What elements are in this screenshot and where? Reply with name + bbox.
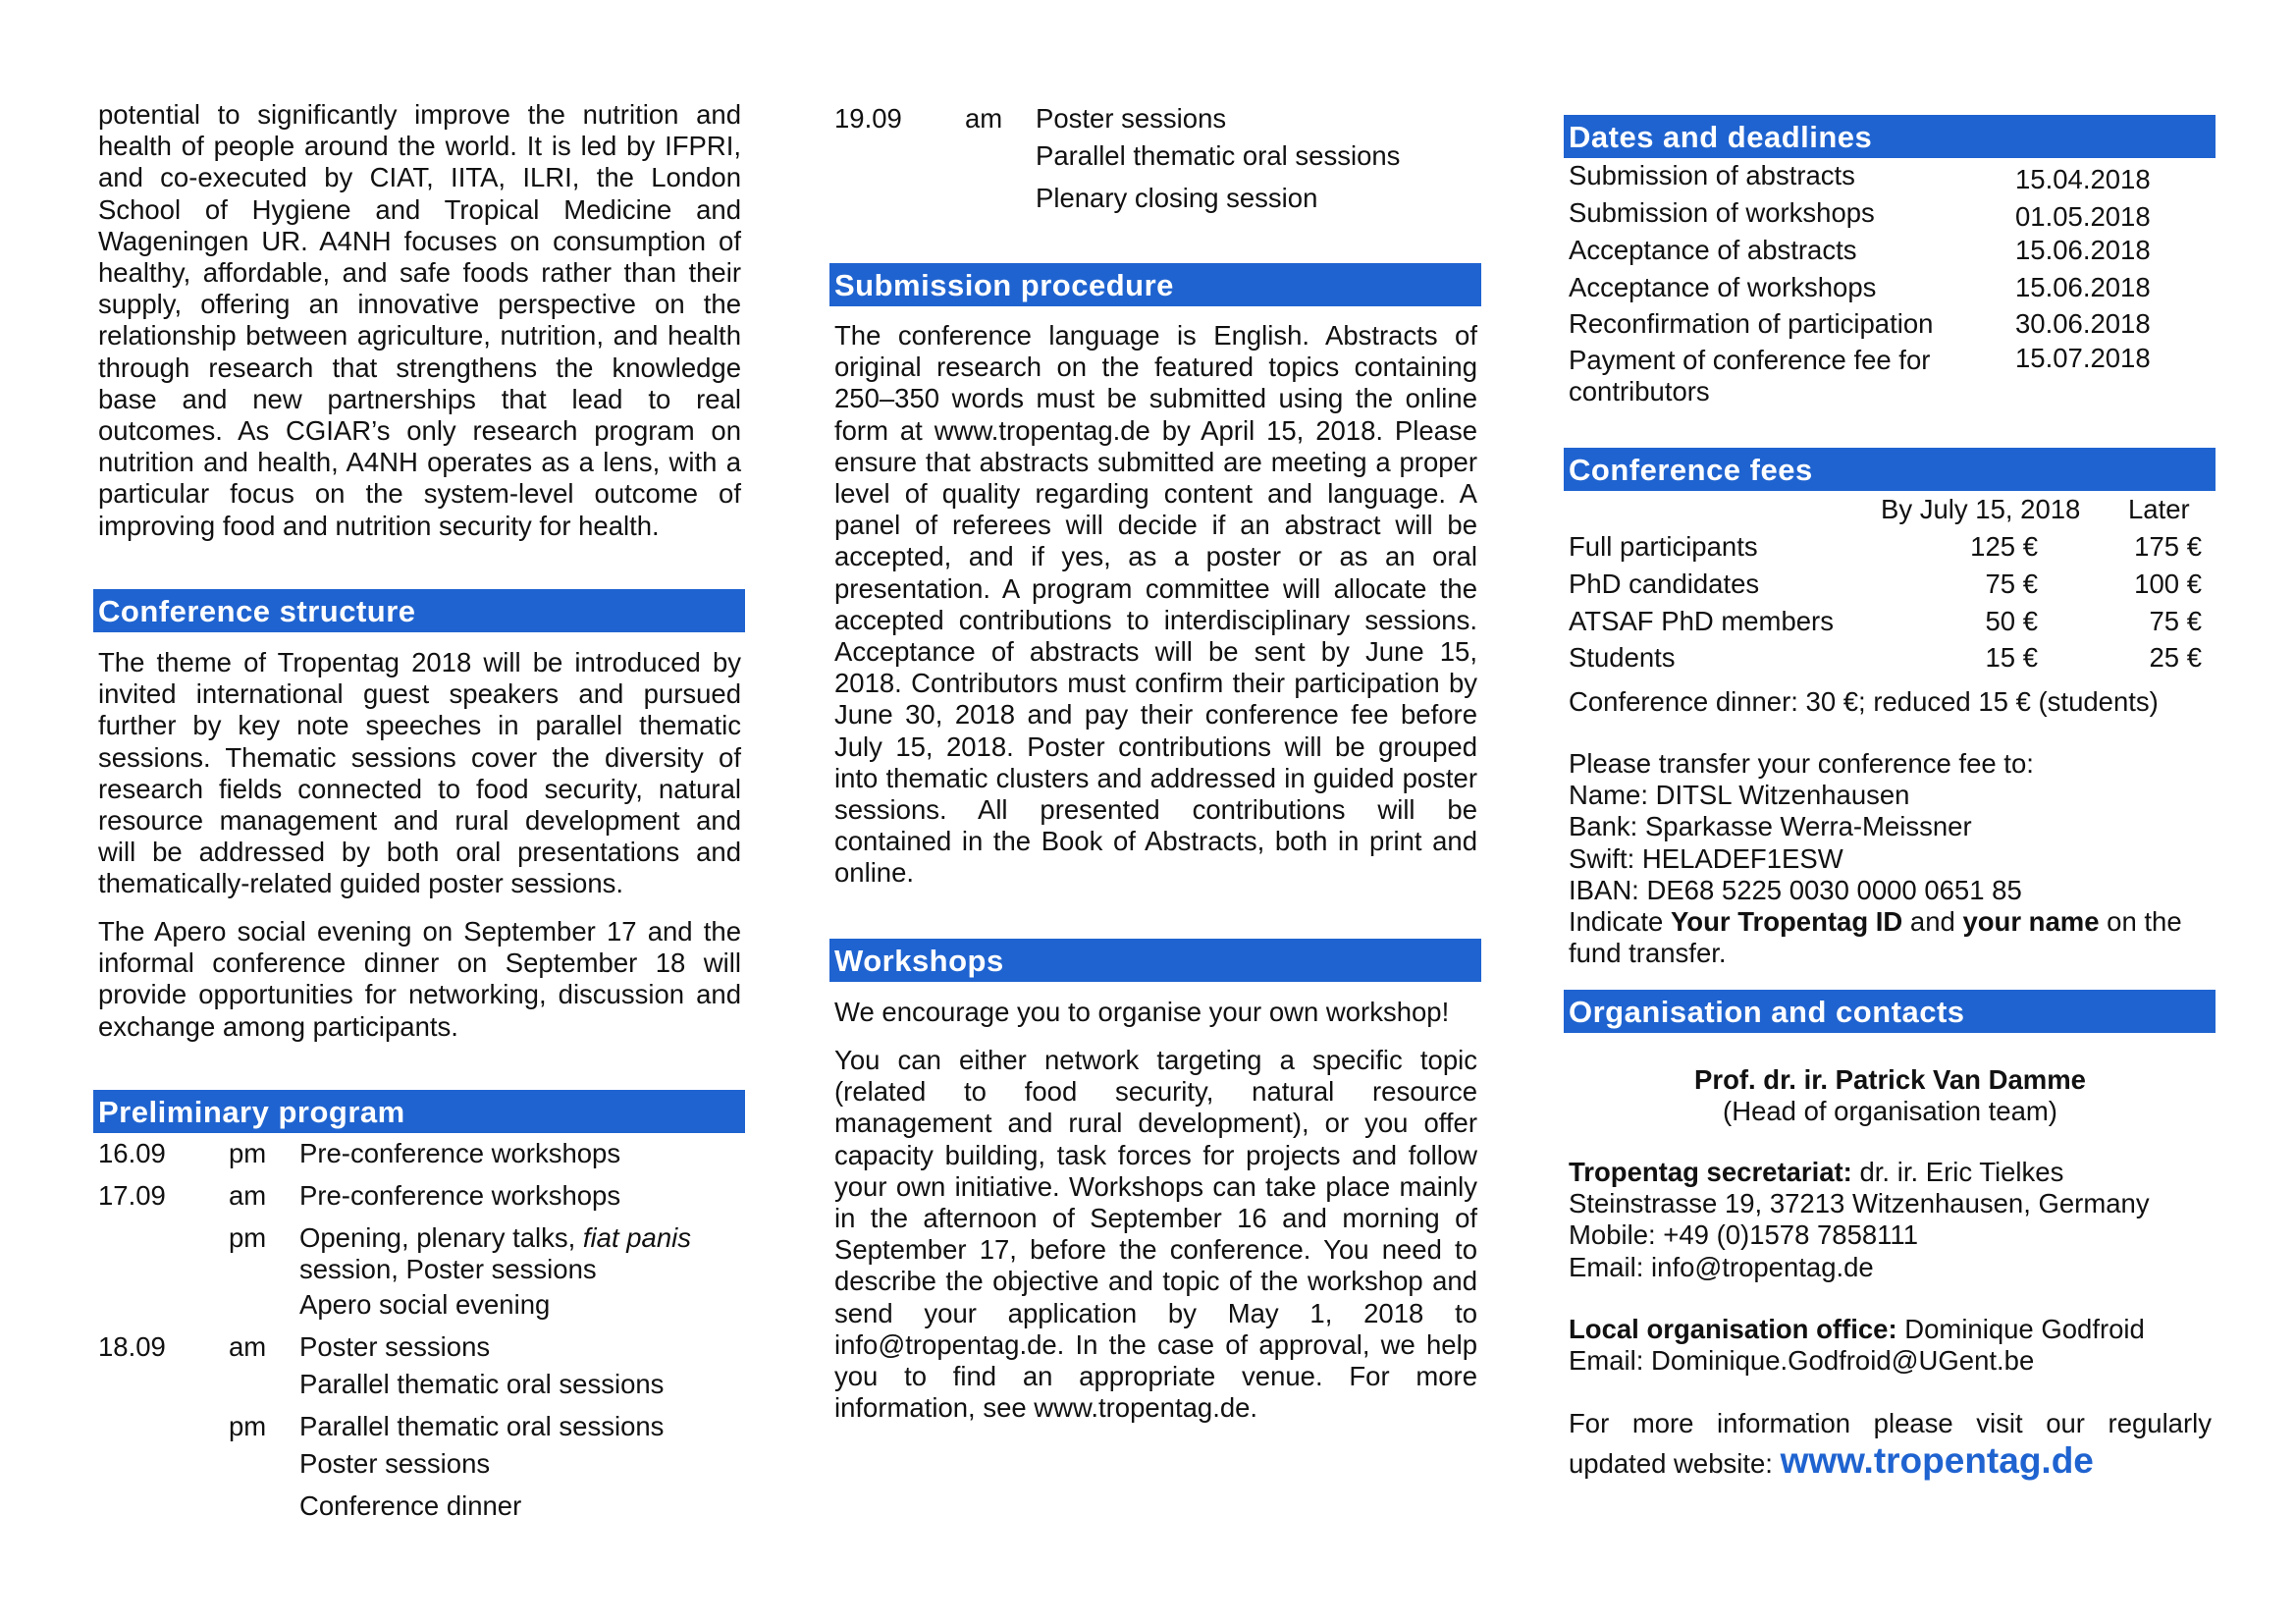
bank-iban: IBAN: DE68 5225 0030 0000 0651 85 bbox=[1569, 874, 2022, 905]
transfer-instruction bbox=[1569, 906, 2212, 969]
local-office-block bbox=[1569, 1314, 2212, 1377]
local-office-label: Local organisation office: bbox=[1569, 1314, 1897, 1344]
submission-procedure-heading: Submission procedure bbox=[829, 263, 1481, 306]
program-date: 18.09 bbox=[98, 1331, 166, 1362]
fee-early: 50 € bbox=[1985, 606, 2038, 636]
program-time: pm bbox=[229, 1138, 267, 1168]
program-item: session, Poster sessions bbox=[299, 1254, 597, 1284]
fees-column-header: Later bbox=[2128, 494, 2190, 524]
program-item: Parallel thematic oral sessions bbox=[1036, 140, 1401, 171]
local-office-name: Dominique Godfroid bbox=[1896, 1314, 2145, 1344]
deadlines-table bbox=[1569, 160, 2212, 415]
fees-table bbox=[1569, 494, 2212, 730]
workshops-paragraph-2: You can either network targeting a specific topic (related to food security, natural resource management and rural development), or you offer capacity building, task forces for projects and follow your own initiative. Workshops can take place mainly in the afternoon of September 16 and morning of September 17, before the conference. You need to describe the objective and topic of the workshop and send your application by May 1, 2018 to info@tropentag.de. In the case of approval, we help you to find an appropriate venue. For more information, see www.tropentag.de. bbox=[834, 1045, 1477, 1424]
conference-fees-heading: Conference fees bbox=[1564, 448, 2216, 491]
secretariat-email[interactable]: Email: info@tropentag.de bbox=[1569, 1251, 1874, 1282]
head-role: (Head of organisation team) bbox=[1723, 1096, 2057, 1127]
secretariat-label: Tropentag secretariat: bbox=[1569, 1157, 1852, 1187]
fee-late: 100 € bbox=[2134, 568, 2202, 599]
program-item: Poster sessions bbox=[299, 1331, 491, 1362]
head-name: Prof. dr. ir. Patrick Van Damme bbox=[1694, 1064, 2086, 1095]
instruction-bold: Your Tropentag ID bbox=[1670, 906, 1903, 938]
fee-late: 175 € bbox=[2134, 531, 2202, 562]
deadline-label: Submission of abstracts bbox=[1569, 160, 1855, 190]
secretariat-address: Steinstrasse 19, 37213 Witzenhausen, Germany bbox=[1569, 1188, 2150, 1219]
deadline-date: 15.06.2018 bbox=[2015, 235, 2151, 265]
fee-late: 25 € bbox=[2149, 642, 2202, 673]
workshops-paragraph-1: We encourage you to organise your own workshop! bbox=[834, 997, 1450, 1027]
instruction-text: on the fund transfer. bbox=[1569, 906, 2182, 969]
deadline-label: Submission of workshops bbox=[1569, 197, 1875, 228]
fee-label: ATSAF PhD members bbox=[1569, 606, 1834, 636]
website-link[interactable]: www.tropentag.de bbox=[1780, 1440, 2094, 1482]
deadline-label: Acceptance of workshops bbox=[1569, 272, 1877, 302]
bank-transfer-block bbox=[1569, 748, 2212, 969]
submission-paragraph: The conference language is English. Abstracts of original research on the featured topics containing 250–350 words must be submitted using the online form at www.tropentag.de by April 15, 2018. Please ensure that abstracts submitted are meeting a proper level of quality regarding content and language. A panel of referees will decide if an abstract will be accepted, and if yes, as a poster or as an oral presentation. A program committee will allocate the accepted contributions to interdisciplinary sessions. Acceptance of abstracts will be sent by June 15, 2018. Contributors must confirm their participation by June 30, 2018 and pay their conference fee before July 15, 2018. Poster contributions will be grouped into thematic clusters and addressed in guided poster sessions. All presented contributions will be contained in the Book of Abstracts, both in print and online. bbox=[834, 320, 1477, 889]
head-contact bbox=[1569, 1064, 2212, 1127]
program-time: am bbox=[229, 1331, 267, 1362]
fee-label: PhD candidates bbox=[1569, 568, 1760, 599]
dates-deadlines-heading: Dates and deadlines bbox=[1564, 115, 2216, 158]
preliminary-program-heading: Preliminary program bbox=[93, 1090, 745, 1133]
program-time: pm bbox=[229, 1222, 267, 1253]
organisation-contacts-heading: Organisation and contacts bbox=[1564, 990, 2216, 1033]
deadline-date: 15.07.2018 bbox=[2015, 343, 2151, 373]
secretariat-mobile: Mobile: +49 (0)1578 7858111 bbox=[1569, 1219, 1918, 1251]
website-line bbox=[1569, 1439, 2212, 1486]
deadline-date: 15.04.2018 bbox=[2015, 164, 2151, 194]
instruction-bold: your name bbox=[1962, 906, 2100, 938]
fee-early: 15 € bbox=[1985, 642, 2038, 673]
deadline-label: Reconfirmation of participation bbox=[1569, 308, 1934, 339]
structure-paragraph-2: The Apero social evening on September 17 and the informal conference dinner on September 18 will provide opportunities for networking, discussion and exchange among participants. bbox=[98, 916, 741, 1042]
deadline-label: Payment of conference fee for contributors bbox=[1569, 345, 1931, 406]
program-time: am bbox=[965, 103, 1003, 134]
deadline-date: 30.06.2018 bbox=[2015, 308, 2151, 339]
instruction-text: and bbox=[1902, 906, 1963, 938]
program-time: am bbox=[229, 1180, 267, 1211]
dinner-note: Conference dinner: 30 €; reduced 15 € (students) bbox=[1569, 686, 2159, 717]
deadline-label: Acceptance of abstracts bbox=[1569, 235, 1857, 265]
program-item-text: Opening, plenary talks, bbox=[299, 1222, 583, 1253]
program-item: Poster sessions bbox=[299, 1448, 491, 1479]
program-item: Pre-conference workshops bbox=[299, 1180, 621, 1211]
program-item: Plenary closing session bbox=[1036, 183, 1318, 213]
workshops-heading: Workshops bbox=[829, 939, 1481, 982]
conference-structure-heading: Conference structure bbox=[93, 589, 745, 632]
program-date: 16.09 bbox=[98, 1138, 166, 1168]
bank-account-name: Name: DITSL Witzenhausen bbox=[1569, 780, 1910, 811]
transfer-intro: Please transfer your conference fee to: bbox=[1569, 748, 2034, 779]
structure-paragraph-1: The theme of Tropentag 2018 will be introduced by invited international guest speakers and pursued further by key note speeches in parallel thematic sessions. Thematic sessions cover the diversity of research fields connected to food security, natural resource management and rural development and will be addressed by both oral presentations and thematically-related guided poster sessions. bbox=[98, 647, 741, 899]
secretariat-block bbox=[1569, 1157, 2212, 1283]
fee-early: 75 € bbox=[1985, 568, 2038, 599]
program-continued bbox=[834, 103, 1477, 231]
secretariat-line bbox=[1569, 1157, 2212, 1188]
fee-label: Full participants bbox=[1569, 531, 1758, 562]
program-item: Pre-conference workshops bbox=[299, 1138, 621, 1168]
fiat-panis-text: fiat panis bbox=[582, 1222, 691, 1253]
more-info-block bbox=[1569, 1408, 2212, 1486]
program-item: Parallel thematic oral sessions bbox=[299, 1411, 665, 1441]
program-table bbox=[98, 1138, 741, 1531]
program-item: Poster sessions bbox=[1036, 103, 1227, 134]
program-item: Conference dinner bbox=[299, 1490, 522, 1521]
program-date: 19.09 bbox=[834, 103, 902, 134]
program-item bbox=[299, 1222, 691, 1254]
deadline-date: 15.06.2018 bbox=[2015, 272, 2151, 302]
program-time: pm bbox=[229, 1411, 267, 1441]
local-office-email[interactable]: Email: Dominique.Godfroid@UGent.be bbox=[1569, 1345, 2035, 1377]
bank-name: Bank: Sparkasse Werra-Meissner bbox=[1569, 811, 1972, 842]
fees-column-header: By July 15, 2018 bbox=[1881, 494, 2081, 524]
fee-label: Students bbox=[1569, 642, 1676, 673]
fee-late: 75 € bbox=[2149, 606, 2202, 636]
more-info-text: For more information please visit our regularly bbox=[1569, 1408, 2212, 1438]
program-date: 17.09 bbox=[98, 1180, 166, 1211]
local-office-line bbox=[1569, 1314, 2212, 1345]
intro-paragraph: potential to significantly improve the nutrition and health of people around the world. It is led by IFPRI, and co-executed by CIAT, IITA, ILRI, the London School of Hygiene and Tropical Medicine and Wageningen UR. A4NH focuses on consumption of healthy, affordable, and safe foods rather than their supply, offering an innovative perspective on the relationship between agriculture, nutrition, and health through research that strengthens the knowledge base and new partnerships that lead to real outcomes. As CGIAR’s only research program on nutrition and health, A4NH operates as a lens, with a particular focus on the system-level outcome of improving food and nutrition security for health. bbox=[98, 99, 741, 541]
deadline-date: 01.05.2018 bbox=[2015, 201, 2151, 232]
program-item: Parallel thematic oral sessions bbox=[299, 1369, 665, 1399]
fee-early: 125 € bbox=[1970, 531, 2038, 562]
instruction-text: Indicate bbox=[1569, 906, 1671, 938]
secretariat-name: dr. ir. Eric Tielkes bbox=[1851, 1157, 2064, 1187]
program-item: Apero social evening bbox=[299, 1289, 551, 1320]
website-prefix: updated website: bbox=[1569, 1448, 1781, 1480]
bank-swift: Swift: HELADEF1ESW bbox=[1569, 842, 1843, 874]
